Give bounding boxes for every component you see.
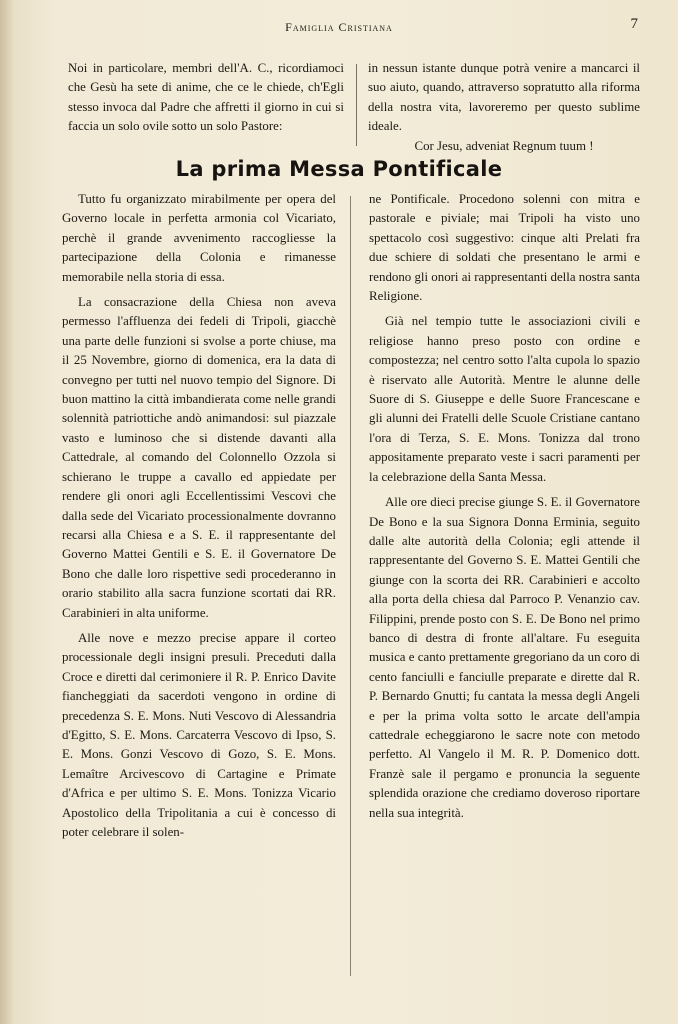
article-paragraph: Alle nove e mezzo precise appare il corteo processionale degli insigni presuli. Preceduti dalla Croce e diretti dal cerimoniere il R. P. Enrico Davite fiancheggiati da sacerdoti vengono in ordine di precedenza S. E. Mons. Nuti Vescovo di Alessandria d'Egitto, S. E. Mons. Carcaterra Vescovo di Ipso, S. E. Mons. Gonzi Vescovo di Gozo, S. E. Mons. Lemaître Arcivescovo di Cartagine e Primate d'Africa e per ultimo S. E. Mons. Tonizza Vicario Apostolico della Tripolitania a cui è concesso di poter celebrare il solen-	[62, 630, 336, 839]
page-number: 7	[630, 16, 638, 32]
closing-invocation: Cor Jesu, adveniat Regnum tuum !	[414, 138, 594, 153]
article-right-column	[369, 190, 640, 823]
magazine-title: Famiglia Cristiana	[285, 20, 393, 34]
intro-right-paragraph: in nessun istante dunque potrà venire a mancarci il suo aiuto, quando, attraverso sopratutto alla riforma della nostra vita, lavoreremo per questo sublime ideale.	[368, 61, 640, 134]
article-paragraph: Tutto fu organizzato mirabilmente per opera del Governo locale in perfetta armonia col Vicariato, perchè il grande avvenimento raccogliesse la partecipazione della Colonia e rimanesse memorabile nella storia di essa.	[62, 192, 336, 284]
column-divider-main	[350, 196, 351, 976]
article-paragraph: Alle ore dieci precise giunge S. E. il Governatore De Bono e la sua Signora Donna Erminia, seguito dalle alte autorità della Colonia; egli attende il rappresentante del Governo S. E. Mattei Gentili che giunge con la scorta dei RR. Carabinieri e accolto alla porta della chiesa dal Parroco P. Venanzio cav. Filippini, prende posto con S. E. De Bono nel primo banco di destra di fronte all'altare. Fu eseguita musica e canto prettamente gregoriano da un coro di cento fanciulli e fanciulle preparate e dirette dal R. P. Bernardo Gnutti; fu cantata la messa degli Angeli e per la prima volta sotto le arcate dell'ampia cattedrale echeggiarono le sacre note con metodo perfetto. Al Vangelo il M. R. P. Domenico dott. Franzè sale il pergamo e pronuncia la seguente splendida orazione che crediamo doveroso riportare nella sua integrità.	[369, 495, 640, 820]
page-spine-shadow	[0, 0, 14, 1024]
page-header	[0, 16, 678, 42]
article-paragraph: La consacrazione della Chiesa non aveva permesso l'affluenza dei fedeli di Tripoli, giacchè una parte delle funzioni si svolse a porte chiuse, ma il 25 Novembre, giorno di domenica, era la data di convegno per tutti nel nuovo tempio del Signore. Di buon mattino la città imbandierata come nelle grandi solennità patriottiche andò animandosi: sul piazzale vasto e luminoso che si distende davanti alla Cattedrale, al comando del Colonnello Ozzola si schierano le truppe a cavallo ed appiedate per rendere gli onori agli Eccellentissimi Vescovi che dalla sede del Vicariato processionalmente dovranno recarsi alla Chiesa e a S. E. il rappresentante del Governo Mattei Gentili e S. E. il Governatore De Bono che dalle loro rispettive sedi procederanno in orario stabilito alla sacra funzione scortati dai RR. Carabinieri in alta uniforme.	[62, 295, 336, 620]
article-paragraph: Già nel tempio tutte le associazioni civili e religiose hanno preso posto con ordine e compostezza; nel centro sotto l'alta cupola lo spazio è riservato alle Autorità. Mentre le alunne delle Suore di S. Giuseppe e delle Suore Francescane e gli alunni dei Fratelli delle Scuole Cristiane cantano l'ora di Terza, S. E. Mons. Tonizza dal trono appositamente preparato veste i sacri paramenti per la celebrazione della Santa Messa.	[369, 314, 640, 484]
intro-right-column	[368, 59, 640, 156]
article-left-column	[62, 190, 336, 842]
article-headline: La prima Messa Pontificale	[175, 157, 503, 181]
intro-left-column	[68, 59, 344, 137]
intro-left-paragraph: Noi in particolare, membri dell'A. C., ricordiamoci che Gesù ha sete di anime, che ce le chiede, ch'Egli stesso invoca dal Padre che affretti il giorno in cui si faccia un solo ovile sotto un solo Pastore:	[68, 61, 344, 134]
article-paragraph: ne Pontificale. Procedono solenni con mitra e pastorale e piviale; mai Tripoli ha visto uno spettacolo così suggestivo: cinque alti Prelati fra due schiere di soldati che presentano le armi e rendono gli onori ai rappresentanti della nostra santa Religione.	[369, 192, 640, 304]
column-divider-top	[356, 64, 357, 146]
